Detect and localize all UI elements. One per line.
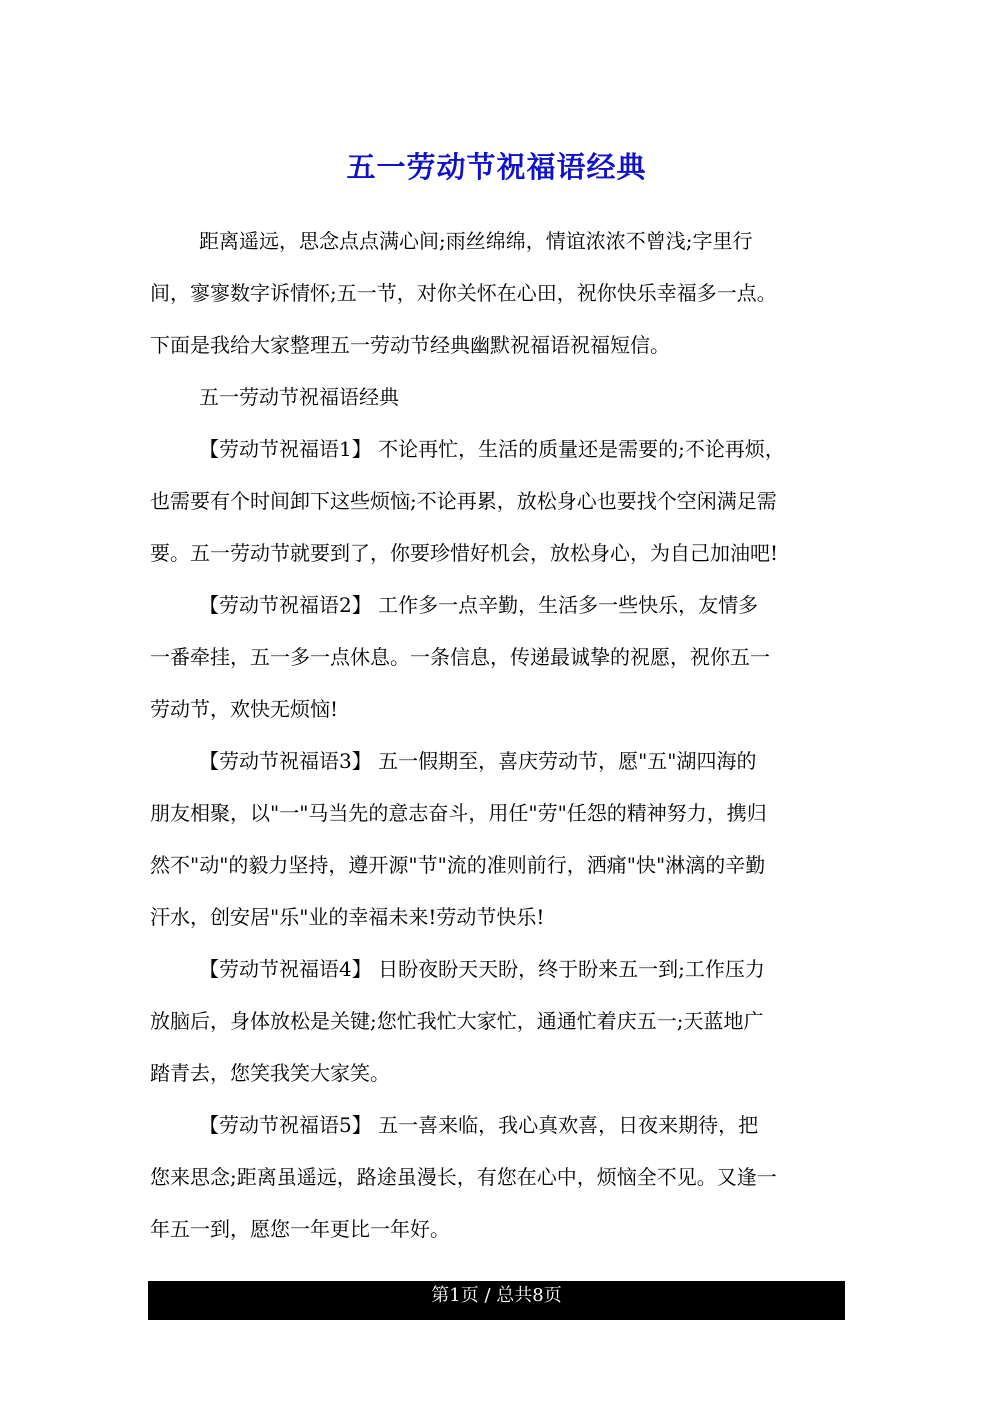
blessing-line: 【劳动节祝福语4】 日盼夜盼天天盼，终于盼来五一到;工作压力 <box>199 957 765 981</box>
blessing-line: 【劳动节祝福语3】 五一假期至，喜庆劳动节，愿"五"湖四海的 <box>199 749 757 773</box>
blessing-line: 也需要有个时间卸下这些烦恼;不论再累，放松身心也要找个空闲满足需 <box>150 489 777 513</box>
blessing-paragraph-2 <box>150 579 850 735</box>
document-body <box>150 215 850 1255</box>
blessing-line: 踏青去，您笑我笑大家笑。 <box>150 1061 390 1085</box>
blessing-line: 放脑后，身体放松是关键;您忙我忙大家忙，通通忙着庆五一;天蓝地广 <box>150 1009 764 1033</box>
subheading-text: 五一劳动节祝福语经典 <box>199 385 399 409</box>
blessing-line: 然不"动"的毅力坚持，遵开源"节"流的准则前行，洒痛"快"淋漓的辛勤 <box>150 853 766 877</box>
pagination-text: 第1页 / 总共8页 <box>431 1285 562 1306</box>
blessing-paragraph-1 <box>150 423 850 579</box>
blessing-paragraph-4 <box>150 943 850 1099</box>
intro-line: 下面是我给大家整理五一劳动节经典幽默祝福语祝福短信。 <box>150 333 670 357</box>
blessing-line: 要。五一劳动节就要到了，你要珍惜好机会，放松身心，为自己加油吧! <box>150 541 779 565</box>
blessing-line: 朋友相聚，以"一"马当先的意志奋斗，用任"劳"任怨的精神努力，携归 <box>150 801 767 825</box>
page-footer-bar <box>148 1281 845 1320</box>
blessing-line: 【劳动节祝福语5】 五一喜来临，我心真欢喜，日夜来期待，把 <box>199 1113 759 1137</box>
blessing-paragraph-3 <box>150 735 850 943</box>
page-title: 五一劳动节祝福语经典 <box>346 150 647 185</box>
intro-paragraph <box>150 215 850 371</box>
blessing-line: 【劳动节祝福语2】 工作多一点辛勤，生活多一些快乐，友情多 <box>199 593 759 617</box>
blessing-line: 汗水，创安居"乐"业的幸福未来!劳动节快乐! <box>150 905 545 929</box>
subheading <box>150 371 850 423</box>
intro-line: 距离遥远，思念点点满心间;雨丝绵绵，情谊浓浓不曾浅;字里行 <box>199 229 753 253</box>
intro-line: 间，寥寥数字诉情怀;五一节，对你关怀在心田，祝你快乐幸福多一点。 <box>150 281 777 305</box>
blessing-line: 一番牵挂，五一多一点休息。一条信息，传递最诚挚的祝愿，祝你五一 <box>150 645 770 669</box>
blessing-line: 劳动节，欢快无烦恼! <box>150 697 339 721</box>
blessing-line: 年五一到，愿您一年更比一年好。 <box>150 1217 450 1241</box>
blessing-line: 【劳动节祝福语1】 不论再忙，生活的质量还是需要的;不论再烦， <box>199 437 785 461</box>
blessing-line: 您来思念;距离虽遥远，路途虽漫长，有您在心中，烦恼全不见。又逢一 <box>150 1165 777 1189</box>
blessing-paragraph-5 <box>150 1099 850 1255</box>
